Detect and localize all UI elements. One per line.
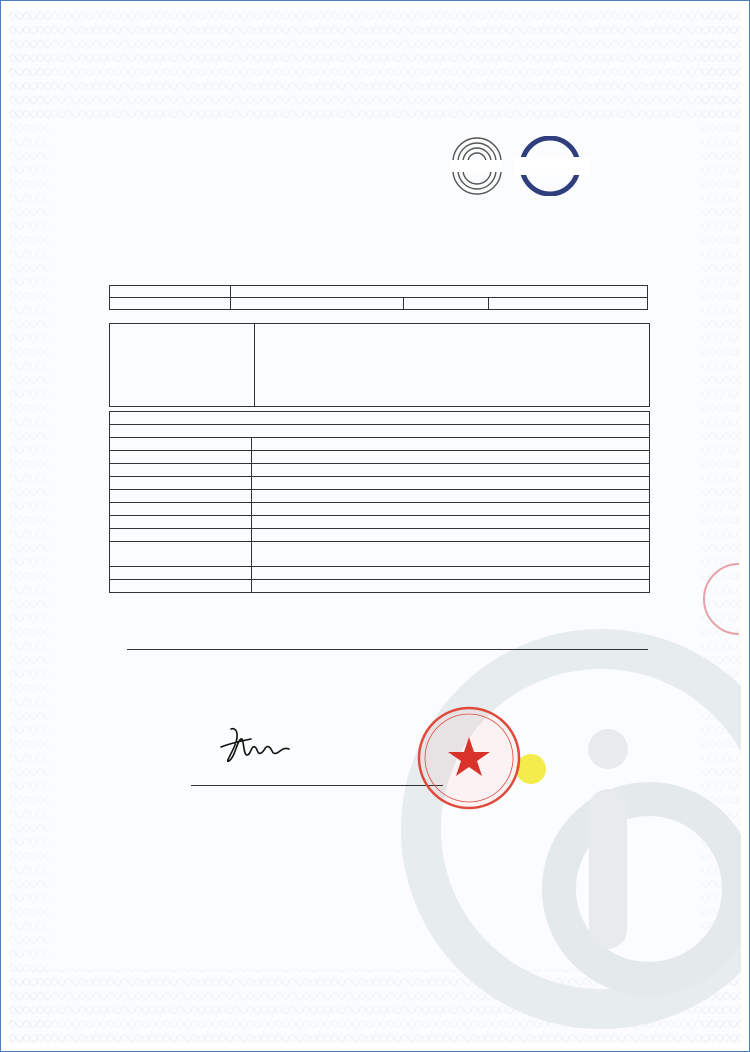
sample-row-label: [110, 529, 241, 542]
sample-row-label: [110, 438, 241, 451]
barcode: [426, 814, 576, 828]
sample-row-label: [110, 542, 241, 555]
date-issued-label: [404, 298, 489, 310]
sample-row-date-received: [110, 554, 649, 567]
colon: [241, 529, 252, 542]
report-ref-value: [231, 286, 648, 298]
sample-row: [110, 503, 649, 516]
sample-heading: [110, 412, 649, 425]
ilac-mra-logo: [445, 136, 509, 196]
chemist-signature-image: [327, 731, 427, 771]
colon: [241, 542, 252, 555]
company-block: [109, 323, 650, 407]
colon: [241, 490, 252, 503]
company-seal: [414, 703, 524, 813]
date-issued-value: [489, 298, 648, 310]
sample-row: [110, 529, 649, 542]
sample-row-label: [110, 516, 241, 529]
ref-label: [110, 580, 241, 593]
date-received-value: [231, 298, 404, 310]
sample-row-value: [252, 438, 650, 451]
sample-row-label: [110, 477, 241, 490]
sample-row: [110, 542, 649, 555]
colon: [241, 554, 252, 567]
sample-row: [110, 464, 649, 477]
sample-row-label: [110, 503, 241, 516]
date-received-label: [110, 298, 231, 310]
sample-row-value: [252, 477, 650, 490]
sample-description: [109, 411, 650, 593]
sample-row-value: [252, 490, 650, 503]
statement-rule: [127, 649, 648, 650]
colon: [241, 516, 252, 529]
colon: [241, 567, 252, 580]
sample-row-value: [252, 529, 650, 542]
cnas-logo: [514, 136, 590, 196]
sample-row: [110, 477, 649, 490]
sample-intro: [110, 425, 649, 438]
colon: [241, 580, 252, 593]
company-divider: [254, 324, 255, 406]
sample-row-final-info: [110, 567, 649, 580]
sample-row: [110, 516, 649, 529]
sample-row-label: [110, 490, 241, 503]
sample-row: [110, 451, 649, 464]
colon: [241, 477, 252, 490]
report-ref-label: [110, 286, 231, 298]
sample-row: [110, 490, 649, 503]
sample-table: [110, 438, 649, 592]
sample-row-value: [252, 464, 650, 477]
ref-value: [252, 580, 650, 593]
date-received-sample-value: [252, 554, 650, 567]
colon: [241, 464, 252, 477]
sample-row: [110, 438, 649, 451]
report-page: [9, 9, 741, 1043]
sample-row-label: [110, 451, 241, 464]
report-info-table: [109, 285, 648, 310]
colon: [241, 503, 252, 516]
sample-row-value: [252, 503, 650, 516]
sample-row-ref: [110, 580, 649, 593]
colon: [241, 451, 252, 464]
sample-row-value: [252, 542, 650, 555]
sample-row-value: [252, 516, 650, 529]
signature-line: [191, 785, 443, 786]
sample-row-value: [252, 451, 650, 464]
sample-row-label: [110, 464, 241, 477]
manager-signature: [217, 721, 303, 771]
colon: [241, 438, 252, 451]
final-info-value: [252, 567, 650, 580]
